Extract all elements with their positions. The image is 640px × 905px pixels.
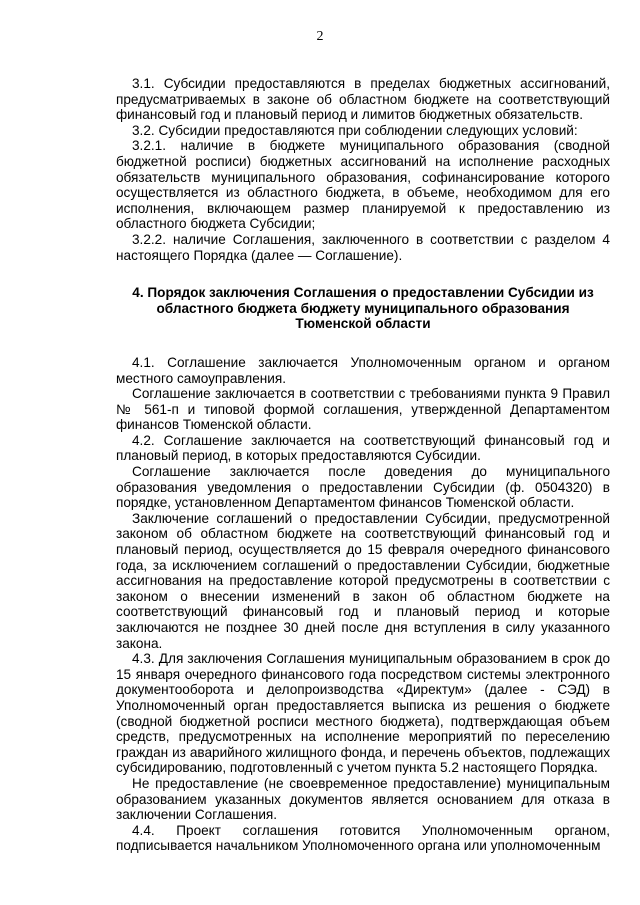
paragraph-4-4: 4.4. Проект соглашения готовится Уполномоченным органом, подписывается начальником Уполномоченного органа или уполномоченным: [116, 822, 610, 854]
paragraph-4-1-rules: Соглашение заключается в соответствии с требованиями пункта 9 Правил № 561-п и типовой формой соглашения, утвержденной Департаментом финансов Тюменской области.: [116, 386, 610, 433]
section-4-heading: 4. Порядок заключения Соглашения о предоставлении Субсидии из областного бюджета бюджету муниципального образования Тюменской области: [132, 285, 594, 332]
paragraph-4-3: 4.3. Для заключения Соглашения муниципальным образованием в срок до 15 января очередного финансового года посредством системы электронного документооборота и делопроизводства «Директум» (далее - СЭД) в Уполномоченный орган предоставляется выписка из решения о бюджете (сводной бюджетной росписи местного бюджета), подтверждающая объем средств, предусмотренных на исполнение мероприятий по переселению граждан из аварийного жилищного фонда, и перечень объектов, подлежащих субсидированию, подготовленный с учетом пункта 5.2 настоящего Порядка.: [116, 651, 610, 776]
paragraph-3-2: 3.2. Субсидии предоставляются при соблюдении следующих условий:: [132, 122, 578, 138]
paragraph-3-2-2: 3.2.2. наличие Соглашения, заключенного в соответствии с разделом 4 настоящего Порядка (далее — Соглашение).: [116, 231, 610, 263]
page-number: 2: [316, 29, 324, 44]
document-body: [116, 76, 610, 854]
paragraph-3-1: 3.1. Субсидии предоставляются в пределах бюджетных ассигнований, предусматриваемых в законе об областном бюджете на соответствующий финансовый год и плановый период и лимитов бюджетных обязательств.: [116, 76, 610, 123]
paragraph-4-1: 4.1. Соглашение заключается Уполномоченным органом и органом местного самоуправления.: [116, 354, 610, 386]
paragraph-4-2: 4.2. Соглашение заключается на соответствующий финансовый год и плановый период, в которых предоставляются Субсидии.: [116, 432, 610, 464]
paragraph-3-2-1: 3.2.1. наличие в бюджете муниципального образования (сводной бюджетной росписи) бюджетных ассигнований на исполнение расходных обязательств муниципального образования, софинансирование которого осуществляется из областного бюджета, в объеме, необходимом для его исполнения, включающем размер планируемой к предоставлению из областного бюджета Субсидии;: [116, 138, 610, 232]
paragraph-4-3-refusal: Не предоставление (не своевременное предоставление) муниципальным образованием указанных документов является основанием для отказа в заключении Соглашения.: [116, 775, 610, 823]
paragraph-4-2-notice: Соглашение заключается после доведения до муниципального образования уведомления о предоставлении Субсидии (ф. 0504320) в порядке, установленном Департаментом финансов Тюменской области.: [116, 464, 610, 511]
paragraph-4-2-deadline: Заключение соглашений о предоставлении Субсидии, предусмотренной законом об областном бюджете на соответствующий финансовый год и плановый период, осуществляется до 15 февраля очередного финансового года, за исключением соглашений о предоставлении Субсидии, бюджетные ассигнования на предоставление которой предусмотрены в соответствии с законом о внесении изменений в закон об областном бюджете на соответствующий финансовый год и плановый период и которые заключаются не позднее 30 дней после дня вступления в силу указанного закона.: [116, 510, 610, 651]
